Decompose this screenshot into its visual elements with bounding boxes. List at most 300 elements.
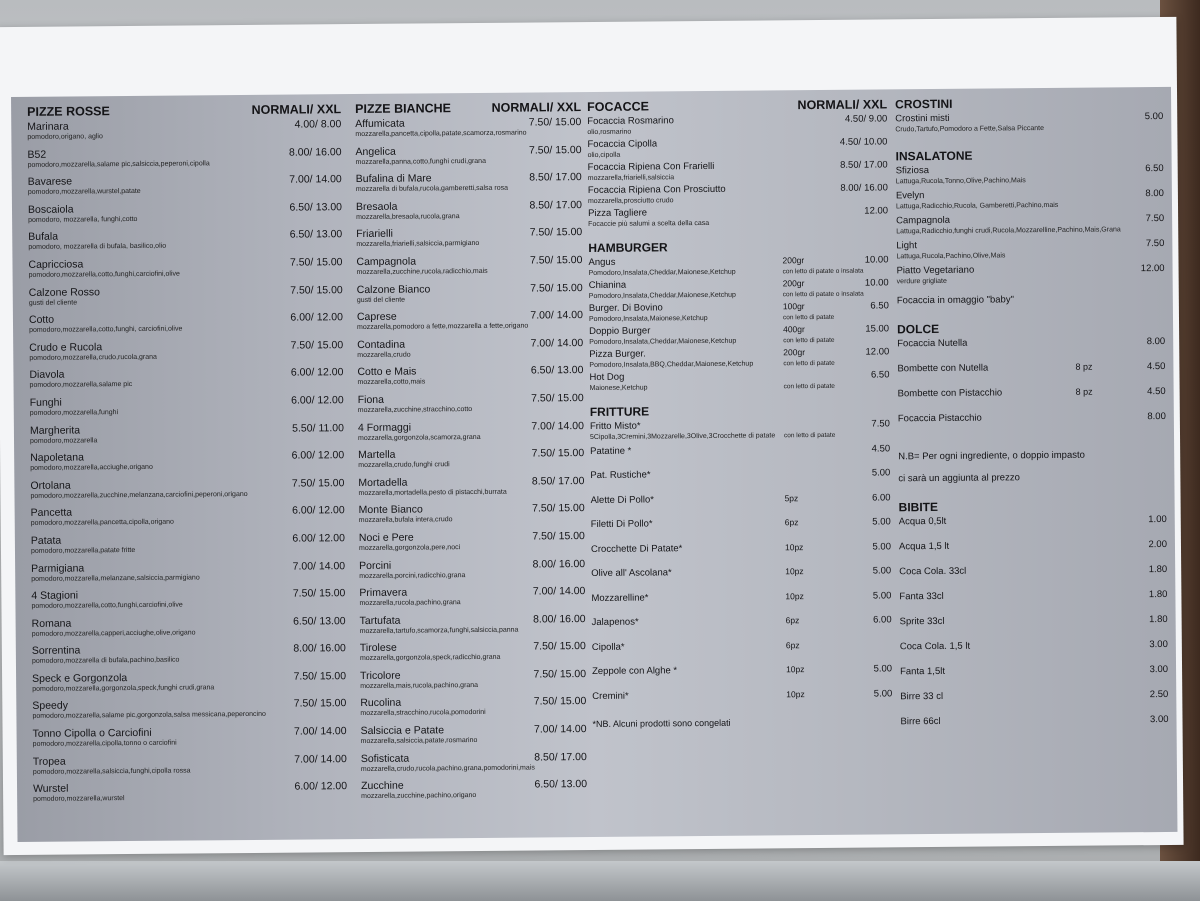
item-desc: mozzarella,friarielli,salsiccia,parmigiano — [356, 240, 480, 249]
item-price: 6.50/ 13.00 — [293, 614, 346, 628]
item-desc: pomodoro,mozzarella,melanzane,salsiccia,parmigiano — [31, 573, 200, 583]
item-name: Cipolla* — [591, 641, 625, 653]
item-price: 8.00/ 16.00 — [288, 145, 342, 159]
menu-sheet — [0, 17, 1184, 855]
hamburger-title: HAMBURGER — [588, 240, 668, 256]
section-title: PIZZE ROSSE — [27, 104, 110, 119]
item-desc: mozzarella,porcini,radicchio,grana — [359, 571, 466, 580]
item-desc: mozzarella,rucola,pachino,grana — [359, 599, 461, 608]
bibite-list — [899, 514, 1169, 741]
item-name: Focaccia Rosmarino — [587, 115, 674, 128]
item-desc: mozzarella,zucchine,stracchino,cotto — [357, 405, 473, 414]
menu-item — [355, 778, 587, 808]
insalatone-list — [896, 163, 1165, 290]
menu-item — [896, 213, 1164, 240]
item-price: 8.00/ 16.00 — [293, 642, 346, 655]
item-desc: mozzarella,bufala intera,crudo — [358, 516, 453, 525]
item-price: 1.80 — [1148, 588, 1168, 601]
item-desc: Pomodoro,Insalata,Maionese,Ketchup — [588, 314, 708, 324]
item-desc: pomodoro,mozzarella,funghi — [29, 409, 119, 417]
size-header: NORMALI/ XXL — [251, 102, 342, 117]
item-qty: 100gr — [782, 301, 805, 312]
item-price: 5.00 — [873, 687, 893, 700]
menu-item — [352, 475, 584, 505]
item-name: Jalapenos* — [591, 616, 639, 628]
item-name: Focaccia Nutella — [897, 337, 968, 350]
item-name: Sfiziosa — [895, 165, 930, 177]
item-name: Pizza Tagliere — [588, 207, 648, 220]
item-note: con letto di patate o insalata — [782, 267, 864, 276]
focaccia-omaggio: Focaccia in omaggio "baby" — [896, 294, 1015, 307]
item-desc: pomodoro,mozzarella,salame pic — [29, 381, 133, 390]
menu-item — [17, 753, 347, 783]
item-name: Birre 33 cl — [900, 690, 944, 703]
menu-item — [17, 725, 347, 755]
item-desc: pomodoro,mozzarella — [29, 436, 98, 445]
item-price: 6.50/ 13.00 — [289, 228, 343, 241]
item-price: 5.50/ 11.00 — [292, 421, 344, 435]
menu-item — [584, 443, 890, 470]
item-price: 7.00/ 14.00 — [292, 559, 346, 573]
item-desc: olio,rosmarino — [587, 128, 632, 137]
item-desc: mozzarella,zucchine,pachino,origano — [361, 792, 477, 801]
size-header: NORMALI/ XXL — [797, 97, 888, 113]
menu-item — [584, 467, 890, 494]
item-price: 1.00 — [1148, 513, 1167, 526]
pizze-bianche-header — [349, 98, 581, 118]
item-desc: Lattuga,Radicchio,funghi crudi,Rucola,Mozzarelline,Pachino,Mais,Grana — [896, 226, 1121, 236]
item-qty: 8 pz — [1075, 361, 1093, 372]
item-price: 8.50/ 17.00 — [840, 159, 888, 171]
menu-item — [900, 639, 1168, 666]
item-price: 6.00/ 12.00 — [292, 532, 345, 545]
menu-item — [586, 663, 892, 690]
menu-item — [350, 171, 582, 201]
focacce-list — [581, 113, 888, 231]
item-price: 7.50/ 15.00 — [532, 529, 585, 543]
item-price: 12.00 — [1140, 262, 1165, 275]
item-desc: Pomodoro,Insalata,Cheddar,Maionese,Ketchup — [588, 268, 736, 278]
menu-item — [900, 689, 1168, 716]
pizze-rosse-column — [11, 100, 347, 838]
item-name: Light — [896, 240, 918, 252]
item-name: Parmigiana — [31, 561, 85, 575]
menu-item — [13, 339, 343, 369]
item-name: Ortolana — [30, 479, 71, 492]
item-desc: mozzarella di bufala,rucola,gamberetti,salsa rosa — [355, 184, 509, 194]
bibite-title: BIBITE — [898, 499, 939, 515]
menu-item — [351, 337, 583, 367]
item-desc: mozzarella,zucchine,rucola,radicchio,mais — [356, 267, 488, 276]
menu-item — [585, 516, 891, 543]
item-price: 7.00/ 14.00 — [530, 309, 583, 322]
item-price: 7.00/ 14.00 — [293, 725, 347, 738]
item-price: 12.00 — [865, 346, 890, 358]
item-name: Pizza Burger. — [589, 348, 646, 361]
item-name: Cremini* — [592, 690, 629, 702]
item-desc: mozzarella,stracchino,rucola,pomodorini — [360, 709, 486, 718]
item-price: 7.50/ 15.00 — [531, 447, 585, 460]
item-qty: 8 pz — [1075, 386, 1093, 397]
item-price: 7.50/ 15.00 — [293, 670, 347, 683]
item-desc: pomodoro,mozzarella,cotto,funghi, carciofini,olive — [29, 325, 183, 335]
item-desc: mozzarella,pomodoro a fette,mozzarella a fette,origano — [357, 322, 529, 332]
menu-item — [896, 188, 1164, 215]
item-name: Pancetta — [30, 506, 73, 520]
item-name: Tricolore — [360, 669, 401, 682]
item-price: 1.80 — [1149, 613, 1168, 626]
menu-item — [583, 277, 889, 303]
menu-item — [582, 205, 888, 231]
item-price: 7.50/ 15.00 — [528, 143, 582, 157]
item-price: 5.00 — [1144, 110, 1164, 123]
item-name: Burger. Di Bovino — [588, 302, 663, 315]
item-name: Sprite 33cl — [899, 615, 945, 628]
pizze-rosse-list — [11, 118, 347, 811]
menu-item — [897, 361, 1165, 388]
item-name: Crocchette Di Patate* — [590, 542, 683, 555]
item-name: 4 Formaggi — [357, 421, 412, 434]
crostini-list — [895, 111, 1163, 139]
item-note: con letto di patate — [783, 382, 835, 391]
nota-line-2: ci sarà un aggiunta al prezzo — [898, 472, 1020, 485]
pizze-bianche-list — [349, 116, 587, 808]
item-desc: mozzarella,gorgonzola,speck,radicchio,grana — [359, 654, 501, 663]
item-desc: pomodoro,mozzarella,wurstel,patate — [27, 188, 141, 197]
hamburger-list — [582, 254, 889, 395]
menu-item — [899, 564, 1167, 591]
insalatone-title: INSALATONE — [895, 148, 973, 164]
item-qty: 6pz — [784, 517, 799, 528]
item-qty: 400gr — [783, 324, 805, 335]
menu-item — [15, 560, 345, 590]
item-price: 8.50/ 17.00 — [529, 198, 583, 212]
item-qty: 10pz — [784, 541, 804, 552]
item-name: Fanta 33cl — [899, 590, 944, 603]
item-desc: pomodoro, mozzarella, funghi,cotto — [28, 215, 138, 224]
item-name: Campagnola — [896, 214, 951, 227]
item-desc: mozzarella,crudo — [357, 351, 411, 359]
item-price: 7.00/ 14.00 — [532, 585, 586, 598]
item-desc: pomodoro,mozzarella,acciughe,origano — [30, 463, 153, 473]
item-desc: pomodoro,mozzarella,cotto,funghi,carciofini,olive — [28, 270, 180, 279]
size-header: NORMALI/ XXL — [491, 100, 582, 115]
item-price: 15.00 — [865, 323, 890, 335]
item-price: 7.00/ 14.00 — [531, 419, 584, 433]
menu-item — [351, 282, 583, 312]
item-price: 7.50/ 15.00 — [529, 226, 583, 239]
item-name: Tirolese — [359, 641, 397, 655]
menu-item — [16, 670, 346, 700]
item-desc: mozzarella,gorgonzola,pere,noci — [358, 544, 461, 552]
item-note: con letto di patate — [782, 313, 835, 322]
item-price: 6.00 — [873, 614, 892, 626]
item-price: 6.50 — [870, 300, 889, 312]
item-price: 10.00 — [864, 254, 889, 266]
item-desc: pomodoro,mozzarella,salsiccia,funghi,cipolla rossa — [32, 767, 191, 776]
item-name: Primavera — [359, 586, 408, 600]
item-note: con letto di patate — [783, 431, 836, 440]
item-name: Filetti Di Pollo* — [590, 518, 653, 530]
menu-item — [350, 199, 582, 229]
menu-item — [352, 447, 584, 477]
item-desc: pomodoro, mozzarella di bufala, basilico,olio — [28, 243, 167, 252]
menu-item — [583, 346, 889, 372]
item-name: Friarielli — [356, 228, 394, 241]
menu-item — [897, 336, 1165, 363]
item-price: 7.50/ 15.00 — [530, 281, 583, 295]
item-name: Porcini — [359, 559, 392, 572]
item-desc: pomodoro,mozzarella,salame pic,salsiccia,peperoni,cipolla — [27, 159, 210, 169]
item-name: Birre 66cl — [900, 715, 941, 728]
item-price: 5.00 — [872, 516, 891, 528]
menu-item — [900, 664, 1168, 691]
item-desc: pomodoro,mozzarella,crudo,rucola,grana — [29, 353, 157, 362]
item-price: 5.00 — [872, 540, 892, 553]
item-name: Bavarese — [27, 175, 73, 189]
menu-item — [899, 539, 1167, 566]
item-desc: Pomodoro,Insalata,Cheddar,Maionese,Ketchup — [589, 337, 737, 347]
item-desc: Pomodoro,Insalata,Cheddar,Maionese,Ketchup — [588, 291, 736, 301]
menu-item — [15, 532, 345, 562]
item-price: 8.50/ 17.00 — [531, 474, 585, 488]
item-qty: 10pz — [785, 664, 805, 675]
item-desc: mozzarella,bresaola,rucola,grana — [356, 212, 460, 221]
item-price: 8.00 — [1146, 335, 1166, 348]
item-name: Crostini misti — [895, 112, 950, 125]
item-price: 7.50/ 15.00 — [533, 667, 587, 681]
item-price: 7.50/ 15.00 — [532, 502, 585, 515]
item-name: Boscaiola — [27, 203, 74, 216]
item-name: Zeppole con Alghe * — [592, 665, 678, 677]
item-name: Bufalina di Mare — [355, 172, 432, 186]
menu-item — [583, 369, 889, 395]
item-name: Focaccia Pistacchio — [897, 412, 982, 425]
item-price: 7.50/ 15.00 — [533, 695, 587, 708]
item-qty: 5pz — [784, 492, 799, 503]
item-name: Piatto Vegetariano — [896, 264, 975, 277]
menu-item — [351, 364, 583, 394]
item-desc: mozzarella,pancetta,cipolla,patate,scamorza,rosmarino — [355, 129, 527, 139]
item-name: Tartufata — [359, 614, 401, 627]
item-price: 6.50/ 13.00 — [289, 200, 343, 214]
menu-item — [581, 136, 887, 162]
menu-item — [14, 449, 344, 479]
item-name: Bufala — [28, 231, 59, 244]
menu-item — [354, 613, 586, 643]
section-title: PIZZE BIANCHE — [355, 101, 452, 117]
item-price: 8.00 — [1145, 187, 1164, 200]
item-price: 7.50/ 15.00 — [531, 391, 584, 405]
menu-item — [12, 173, 342, 203]
menu-item — [900, 614, 1168, 641]
menu-item — [13, 366, 343, 396]
item-desc: verdure grigliate — [896, 277, 947, 286]
item-desc: Crudo,Tartufo,Pomodoro a Fette,Salsa Piccante — [895, 125, 1045, 134]
menu-item — [582, 159, 888, 185]
item-price: 8.50/ 17.00 — [529, 171, 582, 184]
menu-item — [355, 751, 587, 781]
item-desc: gusti del cliente — [356, 296, 406, 304]
item-price: 6.00 — [871, 491, 891, 504]
menu-item — [582, 254, 888, 280]
item-name: Campagnola — [356, 255, 417, 268]
item-name: Tonno Cipolla o Carciofini — [32, 726, 152, 740]
item-desc: olio,cipolla — [587, 151, 621, 160]
item-price: 6.50 — [1145, 162, 1164, 175]
item-desc: mozzarella,cotto,mais — [357, 378, 426, 387]
menu-item — [895, 111, 1163, 139]
item-name: Marinara — [27, 120, 69, 133]
item-price: 6.00/ 12.00 — [290, 311, 344, 324]
menu-item — [585, 565, 891, 592]
item-price: 7.50/ 15.00 — [529, 254, 583, 267]
item-name: Tropea — [32, 755, 66, 768]
item-name: Patatine * — [590, 445, 632, 457]
pizze-bianche-column — [349, 98, 587, 835]
item-price: 2.00 — [1148, 538, 1168, 551]
item-name: Rucolina — [360, 697, 402, 710]
menu-item — [15, 504, 345, 534]
item-price: 6.50 — [870, 369, 890, 381]
item-desc: mozzarella,mortadella,pesto di pistacchi,burrata — [358, 488, 507, 497]
item-desc: mozzarella,crudo,rucola,pachino,grana,pomodorini,mais — [360, 764, 535, 773]
menu-item — [14, 394, 344, 424]
item-price: 3.00 — [1149, 638, 1168, 651]
menu-item — [353, 558, 585, 588]
menu-item — [14, 477, 344, 507]
item-price: 7.00/ 14.00 — [533, 723, 587, 736]
item-desc: gusti del cliente — [28, 299, 78, 307]
menu-item — [586, 639, 892, 666]
menu-item — [586, 688, 892, 715]
item-name: Speedy — [32, 700, 69, 713]
item-desc: pomodoro,mozzarella,cipolla,tonno o carciofini — [32, 739, 177, 748]
item-price: 4.50 — [1146, 360, 1166, 373]
menu-item — [354, 696, 586, 726]
item-desc: pomodoro,mozzarella,cotto,funghi,carciofini,olive — [31, 601, 183, 610]
item-price: 5.00 — [873, 663, 893, 675]
item-price: 7.50/ 15.00 — [289, 256, 343, 269]
item-name: Crudo e Rucola — [29, 341, 103, 354]
item-name: Cotto — [28, 313, 55, 327]
item-price: 10.00 — [864, 277, 889, 289]
item-price: 6.00/ 12.00 — [290, 366, 344, 379]
menu-item — [353, 502, 585, 532]
item-name: Capricciosa — [28, 258, 84, 271]
item-desc: pomodoro,mozzarella di bufala,pachino,basilico — [31, 656, 180, 666]
menu-item — [13, 311, 343, 341]
menu-item — [583, 300, 889, 326]
item-price: 6.00/ 12.00 — [292, 504, 345, 517]
menu-item — [12, 229, 342, 259]
crostini-title: CROSTINI — [895, 96, 953, 112]
item-price: 4.50 — [1147, 385, 1166, 398]
menu-item — [16, 698, 346, 728]
menu-item — [16, 615, 346, 645]
item-name: Fritto Misto* — [589, 420, 641, 433]
item-name: Margherita — [29, 423, 81, 437]
item-desc: Maionese,Ketchup — [589, 384, 648, 393]
item-name: Mortadella — [358, 476, 408, 489]
item-price: 8.00/ 16.00 — [532, 612, 586, 626]
menu-item — [584, 418, 890, 445]
item-name: Doppio Burger — [589, 325, 651, 338]
menu-item — [896, 238, 1164, 265]
item-price: 7.50/ 15.00 — [290, 283, 343, 297]
menu-item — [897, 263, 1165, 290]
item-desc: mozzarella,friarielli,salsiccia — [587, 174, 675, 183]
item-name: Monte Bianco — [358, 503, 423, 517]
item-desc: pomodoro,mozzarella,pancetta,cipolla,origano — [30, 518, 174, 528]
item-price: 12.00 — [864, 205, 889, 217]
item-price: 4.50/ 10.00 — [839, 136, 888, 148]
item-name: Pat. Rustiche* — [590, 469, 651, 481]
item-name: Hot Dog — [589, 371, 625, 384]
menu-item — [351, 309, 583, 339]
item-price: 5.00 — [872, 565, 892, 577]
item-price: 4.50 — [871, 442, 891, 455]
item-name: Chianina — [588, 279, 627, 292]
fritture-title: FRITTURE — [589, 404, 650, 420]
item-name: Evelyn — [895, 190, 925, 202]
menu-item — [17, 780, 347, 810]
menu-item — [352, 392, 584, 422]
item-price: 6.50/ 13.00 — [534, 778, 588, 791]
item-name: Alette Di Pollo* — [590, 493, 654, 506]
item-desc: mozzarella,tartufo,scamorza,funghi,salsiccia,panna — [359, 626, 519, 635]
item-price: 4.00/ 8.00 — [294, 118, 342, 131]
item-name: Patata — [30, 534, 62, 547]
item-desc: pomodoro,mozzarella,wurstel — [33, 795, 125, 804]
item-price: 5.00 — [871, 467, 891, 479]
item-desc: Lattuga,Radicchio,Rucola, Gamberetti,Pachino,mais — [895, 201, 1059, 211]
dolce-list — [897, 336, 1166, 438]
item-desc: pomodoro,mozzarella,zucchine,melanzana,carciofini,peperoni,origano — [30, 490, 248, 500]
item-name: Calzone Bianco — [356, 282, 431, 296]
item-note: con letto di patate — [783, 336, 835, 345]
item-note: con letto di patate o insalata — [782, 290, 864, 299]
item-qty: 6pz — [785, 615, 800, 626]
menu-item — [350, 226, 582, 256]
item-desc: mozzarella,panna,cotto,funghi crudi,grana — [355, 157, 486, 166]
menu-item — [349, 144, 581, 174]
item-price: 8.00/ 16.00 — [840, 182, 888, 194]
menu-item — [896, 163, 1164, 190]
item-name: Focaccia Cipolla — [587, 138, 658, 151]
item-qty: 200gr — [782, 255, 805, 266]
item-name: Bombette con Nutella — [897, 362, 989, 375]
menu-item — [585, 541, 891, 568]
item-name: Wurstel — [33, 782, 69, 796]
item-desc: mozzarella,gorgonzola,scamorza,grana — [357, 433, 481, 442]
item-name: Sofisticata — [360, 752, 410, 765]
menu-item — [349, 116, 581, 146]
item-name: Coca Cola. 33cl — [899, 565, 967, 578]
item-name: Mozzarelline* — [591, 591, 649, 604]
item-price: 6.00/ 12.00 — [291, 449, 345, 462]
item-price: 7.50/ 15.00 — [293, 697, 347, 711]
item-price: 4.50/ 9.00 — [844, 113, 888, 125]
menu-item — [355, 723, 587, 753]
menu-item — [583, 323, 889, 349]
frozen-footnote: *NB. Alcuni prodotti sono congelati — [592, 717, 731, 729]
item-name: Focaccia Ripiena Con Prosciutto — [587, 183, 726, 197]
item-name: Fiona — [357, 393, 384, 406]
item-price: 7.50 — [1145, 212, 1165, 225]
item-desc: pomodoro,mozzarella,gorgonzola,speck,funghi crudi,grana — [32, 684, 215, 693]
menu-item — [582, 182, 888, 208]
